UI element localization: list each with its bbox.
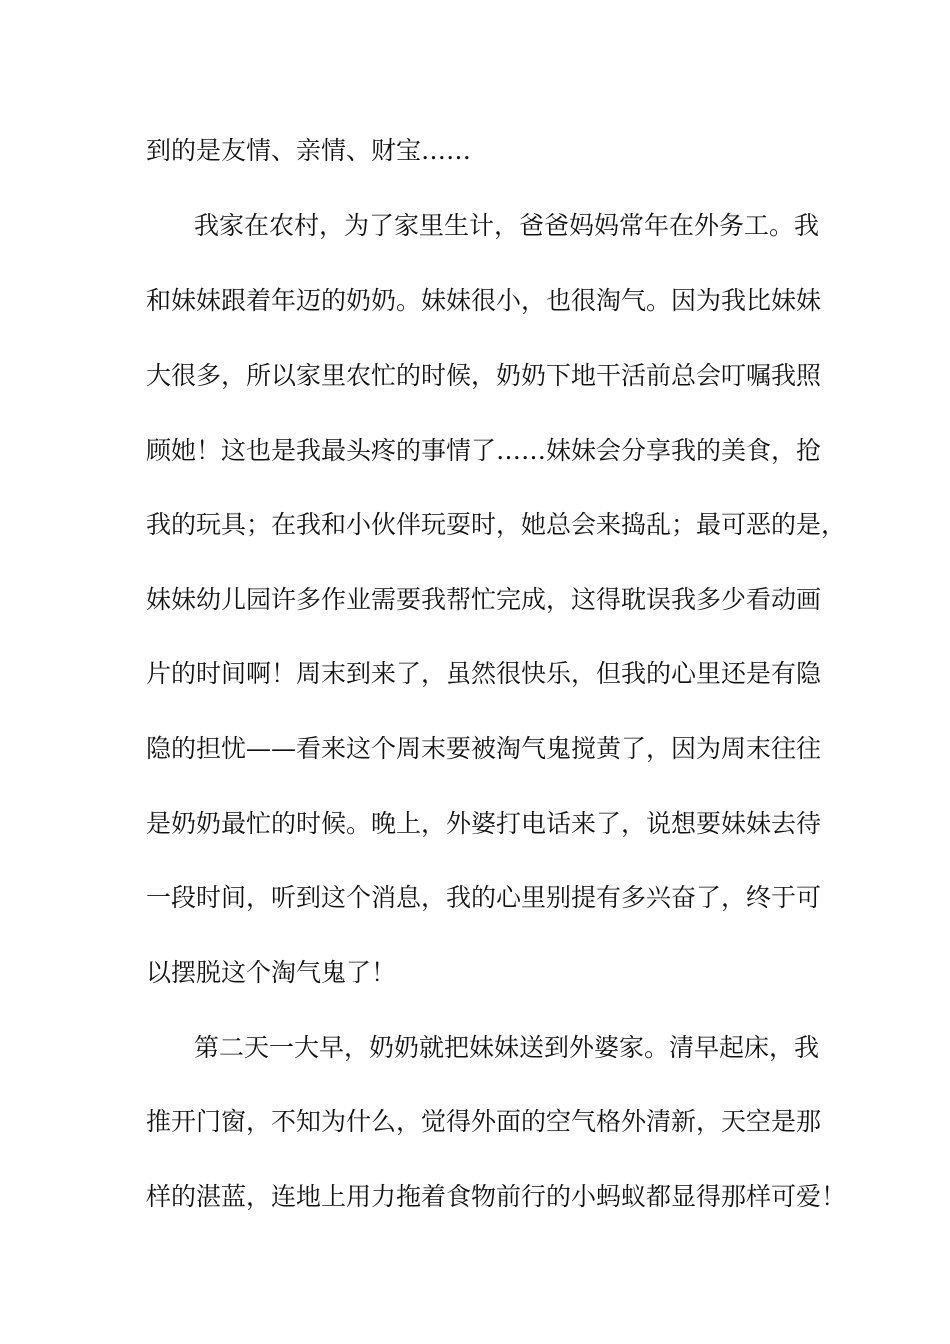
text-line: 我的玩具；在我和小伙伴玩耍时，她总会来捣乱；最可恶的是，: [146, 510, 847, 539]
text-line: 妹妹幼儿园许多作业需要我帮忙完成，这得耽误我多少看动画: [146, 585, 822, 614]
text-line: 顾她！这也是我最头疼的事情了……妹妹会分享我的美食，抢: [146, 436, 822, 465]
text-line: 我家在农村，为了家里生计，爸爸妈妈常年在外务工。我: [194, 211, 820, 240]
text-line: 片的时间啊！周末到来了，虽然很快乐，但我的心里还是有隐: [146, 659, 822, 688]
text-line: 一段时间，听到这个消息，我的心里别提有多兴奋了，终于可: [146, 883, 822, 912]
text-line: 是奶奶最忙的时候。晚上，外婆打电话来了，说想要妹妹去待: [146, 809, 822, 838]
text-line: 第二天一大早，奶奶就把妹妹送到外婆家。清早起床，我: [194, 1033, 820, 1062]
text-line: 样的湛蓝，连地上用力拖着食物前行的小蚂蚁都显得那样可爱！: [146, 1182, 847, 1211]
text-line: 和妹妹跟着年迈的奶奶。妹妹很小，也很淘气。因为我比妹妹: [146, 286, 822, 315]
text-line: 隐的担忧——看来这个周末要被淘气鬼搅黄了，因为周末往往: [146, 734, 822, 763]
text-line: 大很多，所以家里农忙的时候，奶奶下地干活前总会叮嘱我照: [146, 361, 822, 390]
text-line: 到的是友情、亲情、财宝……: [146, 136, 472, 165]
text-line: 以摆脱这个淘气鬼了！: [146, 958, 397, 987]
text-line: 推开门窗，不知为什么，觉得外面的空气格外清新，天空是那: [146, 1107, 822, 1136]
